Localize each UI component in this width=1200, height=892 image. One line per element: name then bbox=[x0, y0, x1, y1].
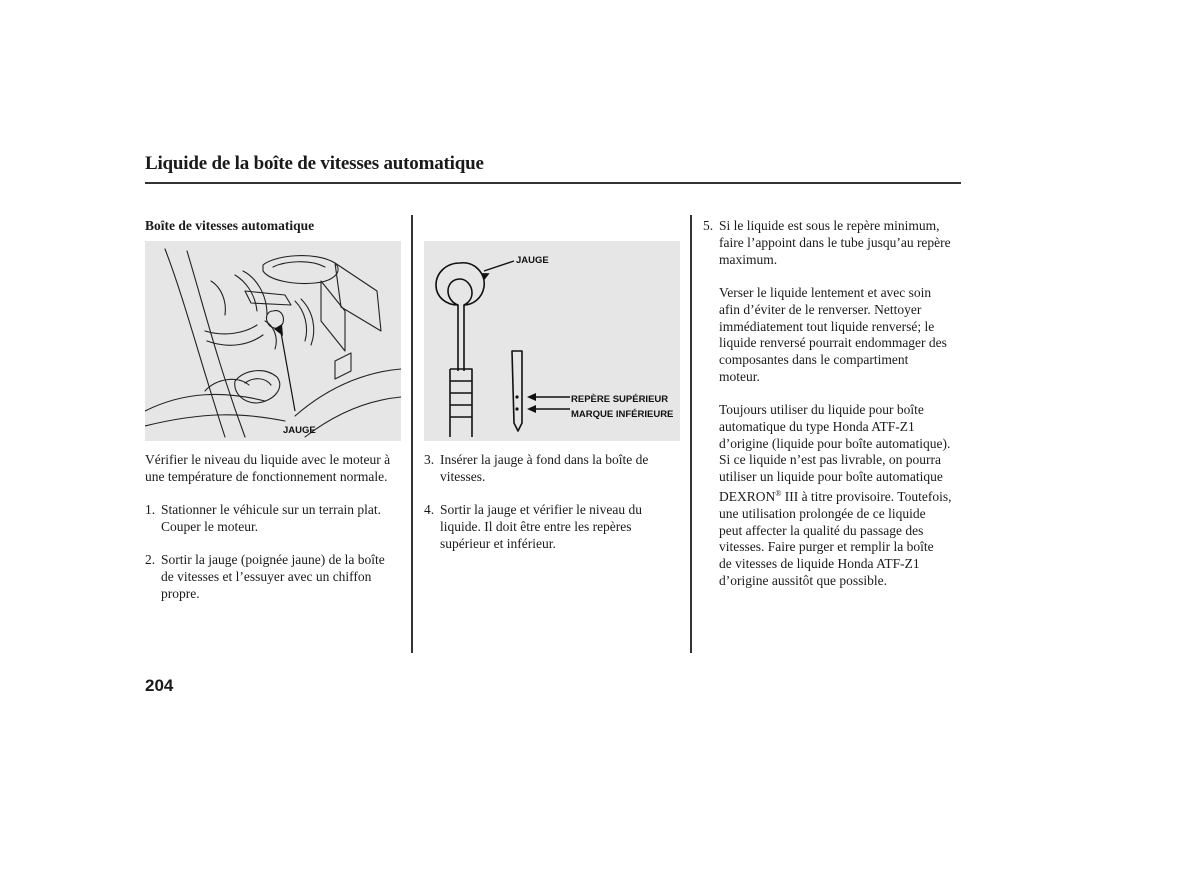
upper-mark-label: REPÈRE SUPÉRIEUR bbox=[571, 394, 669, 405]
step-line: liquide. Il doit être entre les repères bbox=[440, 518, 632, 534]
step-number: 2. bbox=[145, 552, 156, 567]
step-line: vitesses. bbox=[440, 468, 486, 484]
step-number: 1. bbox=[145, 502, 156, 517]
step-line: Insérer la jauge à fond dans la boîte de bbox=[440, 452, 649, 467]
paragraph-line: vitesses. Faire purger et remplir la boîte bbox=[719, 539, 934, 555]
paragraph-line: automatique du type Honda ATF-Z1 bbox=[719, 418, 915, 434]
column1-subheading: Boîte de vitesses automatique bbox=[145, 218, 315, 233]
lower-mark-label: MARQUE INFÉRIEURE bbox=[571, 409, 674, 420]
intro-text: Vérifier le niveau du liquide avec le moteur à une température de fonctionnement normale. bbox=[145, 452, 391, 484]
step-line: maximum. bbox=[719, 251, 778, 267]
paragraph-line: Si ce liquide n’est pas livrable, on pourra bbox=[719, 452, 941, 468]
step-line: Stationner le véhicule sur un terrain plat. bbox=[161, 502, 382, 517]
step-line: Si le liquide est sous le repère minimum, bbox=[719, 218, 940, 233]
paragraph-line: Toujours utiliser du liquide pour boîte bbox=[719, 402, 924, 417]
paragraph-line: peut affecter la qualité du passage des bbox=[719, 522, 924, 538]
paragraph-line: une utilisation prolongée de ce liquide bbox=[719, 505, 926, 521]
paragraph-line: III à titre provisoire. Toutefois, bbox=[781, 488, 952, 504]
step-text bbox=[440, 452, 648, 486]
paragraph-line: utiliser un liquide pour boîte automatique bbox=[719, 469, 943, 485]
paragraph-line: composantes dans le compartiment bbox=[719, 352, 909, 368]
column-divider-1 bbox=[411, 215, 413, 653]
step-text bbox=[161, 552, 385, 602]
step-number: 5. bbox=[703, 218, 714, 233]
paragraph-line: Verser le liquide lentement et avec soin bbox=[719, 285, 932, 300]
page-title: Liquide de la boîte de vitesses automatique bbox=[145, 153, 484, 174]
step-number: 3. bbox=[424, 452, 435, 467]
paragraph-line: d’origine (liquide pour boîte automatique). bbox=[719, 435, 951, 451]
step-line: faire l’appoint dans le tube jusqu’au repère bbox=[719, 234, 951, 250]
step-text bbox=[161, 502, 381, 536]
paragraph-line: de vitesses de liquide Honda ATF-Z1 bbox=[719, 556, 920, 572]
pour-caution-paragraph bbox=[719, 285, 969, 386]
column-divider-2 bbox=[690, 215, 692, 653]
paragraph-line: d’origine aussitôt que possible. bbox=[719, 572, 887, 588]
intro-paragraph bbox=[145, 452, 403, 486]
page-number: 204 bbox=[145, 676, 174, 695]
engine-bay-figure bbox=[145, 241, 401, 441]
registered-mark: ® bbox=[775, 488, 782, 498]
step-line: supérieur et inférieur. bbox=[440, 535, 556, 551]
engine-figure-label: JAUGE bbox=[283, 425, 316, 436]
step-line: de vitesses et l’essuyer avec un chiffon bbox=[161, 568, 372, 584]
step-line: propre. bbox=[161, 585, 200, 601]
step-line: Sortir la jauge et vérifier le niveau du bbox=[440, 502, 643, 517]
title-rule bbox=[145, 182, 961, 184]
paragraph-line: immédiatement tout liquide renversé; le bbox=[719, 318, 935, 334]
step-text bbox=[719, 218, 951, 268]
paragraph-line: moteur. bbox=[719, 368, 760, 384]
engine-bay-illustration bbox=[145, 241, 401, 441]
step-line: Sortir la jauge (poignée jaune) de la boîte bbox=[161, 552, 385, 567]
paragraph-line: liquide renversé pourrait endommager des bbox=[719, 335, 947, 351]
dipstick-label: JAUGE bbox=[516, 255, 549, 266]
step-line: Couper le moteur. bbox=[161, 518, 259, 534]
fluid-type-paragraph bbox=[719, 402, 969, 590]
step-number: 4. bbox=[424, 502, 435, 517]
dexron-brand: DEXRON bbox=[719, 488, 776, 504]
paragraph-line: afin d’éviter de le renverser. Nettoyer bbox=[719, 301, 922, 317]
dipstick-figure bbox=[424, 241, 680, 441]
step-text bbox=[440, 502, 642, 552]
